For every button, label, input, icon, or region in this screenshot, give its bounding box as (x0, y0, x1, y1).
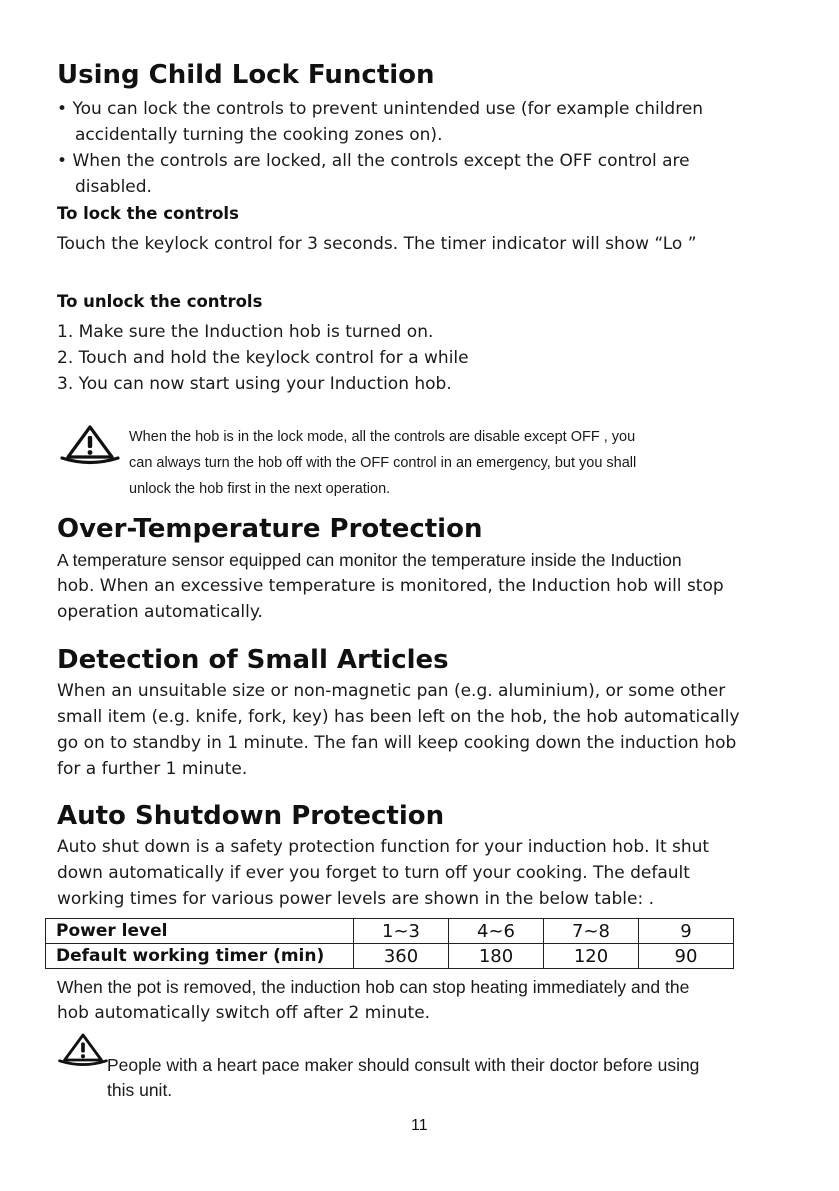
lock-heading: To lock the controls (57, 204, 239, 223)
bullet-2-line-1: • When the controls are locked, all the controls except the OFF control are (57, 151, 690, 171)
bullet-text: When the controls are locked, all the controls except the OFF control are (72, 151, 690, 171)
bullet-2-line-2: disabled. (75, 177, 152, 197)
warning-line-1: When the hob is in the lock mode, all the controls are disable except OFF , you (129, 429, 636, 445)
table-row (46, 944, 734, 969)
power-level-table (45, 918, 734, 969)
auto-shutdown-line-2: down automatically if ever you forget to turn off your cooking. The default (57, 863, 690, 883)
bullet-text: You can lock the controls to prevent unintended use (for example children (72, 99, 704, 119)
section-title-auto-shutdown: Auto Shutdown Protection (57, 801, 445, 831)
heart-warning-line-1: People with a heart pace maker should consult with their doctor before using (107, 1055, 700, 1075)
unlock-step-3: 3. You can now start using your Induction hob. (57, 374, 452, 394)
table-cell: 1~3 (354, 919, 449, 944)
over-temp-line-1: A temperature sensor equipped can monitor the temperature inside the Induction (57, 550, 682, 570)
warning-line-3: unlock the hob first in the next operation. (129, 481, 391, 497)
warning-triangle-icon (58, 1030, 108, 1070)
table-cell: 120 (544, 944, 639, 969)
after-table-line-1: When the pot is removed, the induction hob can stop heating immediately and the (57, 977, 690, 997)
auto-shutdown-line-3: working times for various power levels are shown in the below table: . (57, 889, 655, 909)
unlock-heading: To unlock the controls (57, 292, 263, 311)
section-title-child-lock: Using Child Lock Function (57, 60, 435, 90)
table-row-label: Power level (46, 919, 354, 944)
warning-triangle-icon (60, 424, 120, 466)
over-temp-line-2: hob. When an excessive temperature is monitored, the Induction hob will stop (57, 576, 724, 596)
unlock-step-1: 1. Make sure the Induction hob is turned on. (57, 322, 434, 342)
bullet-1-line-1: • You can lock the controls to prevent unintended use (for example children (57, 99, 704, 119)
section-title-small-articles: Detection of Small Articles (57, 645, 449, 675)
lock-text: Touch the keylock control for 3 seconds. The timer indicator will show “Lo ” (57, 234, 697, 254)
table-cell: 180 (449, 944, 544, 969)
warning-line-2: can always turn the hob off with the OFF control in an emergency, but you shall (129, 455, 637, 471)
table-row (46, 919, 734, 944)
table-cell: 7~8 (544, 919, 639, 944)
page-number: 11 (411, 1117, 428, 1134)
over-temp-line-3: operation automatically. (57, 602, 263, 622)
small-articles-line-1: When an unsuitable size or non-magnetic pan (e.g. aluminium), or some other (57, 681, 726, 701)
table-cell: 9 (639, 919, 734, 944)
table-cell: 90 (639, 944, 734, 969)
small-articles-line-3: go on to standby in 1 minute. The fan will keep cooking down the induction hob (57, 733, 737, 753)
table-row-label: Default working timer (min) (46, 944, 354, 969)
section-title-over-temp: Over-Temperature Protection (57, 514, 483, 544)
table-cell: 4~6 (449, 919, 544, 944)
small-articles-line-2: small item (e.g. knife, fork, key) has been left on the hob, the hob automatically (57, 707, 740, 727)
bullet-1-line-2: accidentally turning the cooking zones on). (75, 125, 443, 145)
table-cell: 360 (354, 944, 449, 969)
heart-warning-line-2: this unit. (107, 1080, 173, 1100)
auto-shutdown-line-1: Auto shut down is a safety protection function for your induction hob. It shut (57, 837, 710, 857)
small-articles-line-4: for a further 1 minute. (57, 759, 248, 779)
unlock-step-2: 2. Touch and hold the keylock control for a while (57, 348, 469, 368)
after-table-line-2: hob automatically switch off after 2 minute. (57, 1003, 431, 1023)
